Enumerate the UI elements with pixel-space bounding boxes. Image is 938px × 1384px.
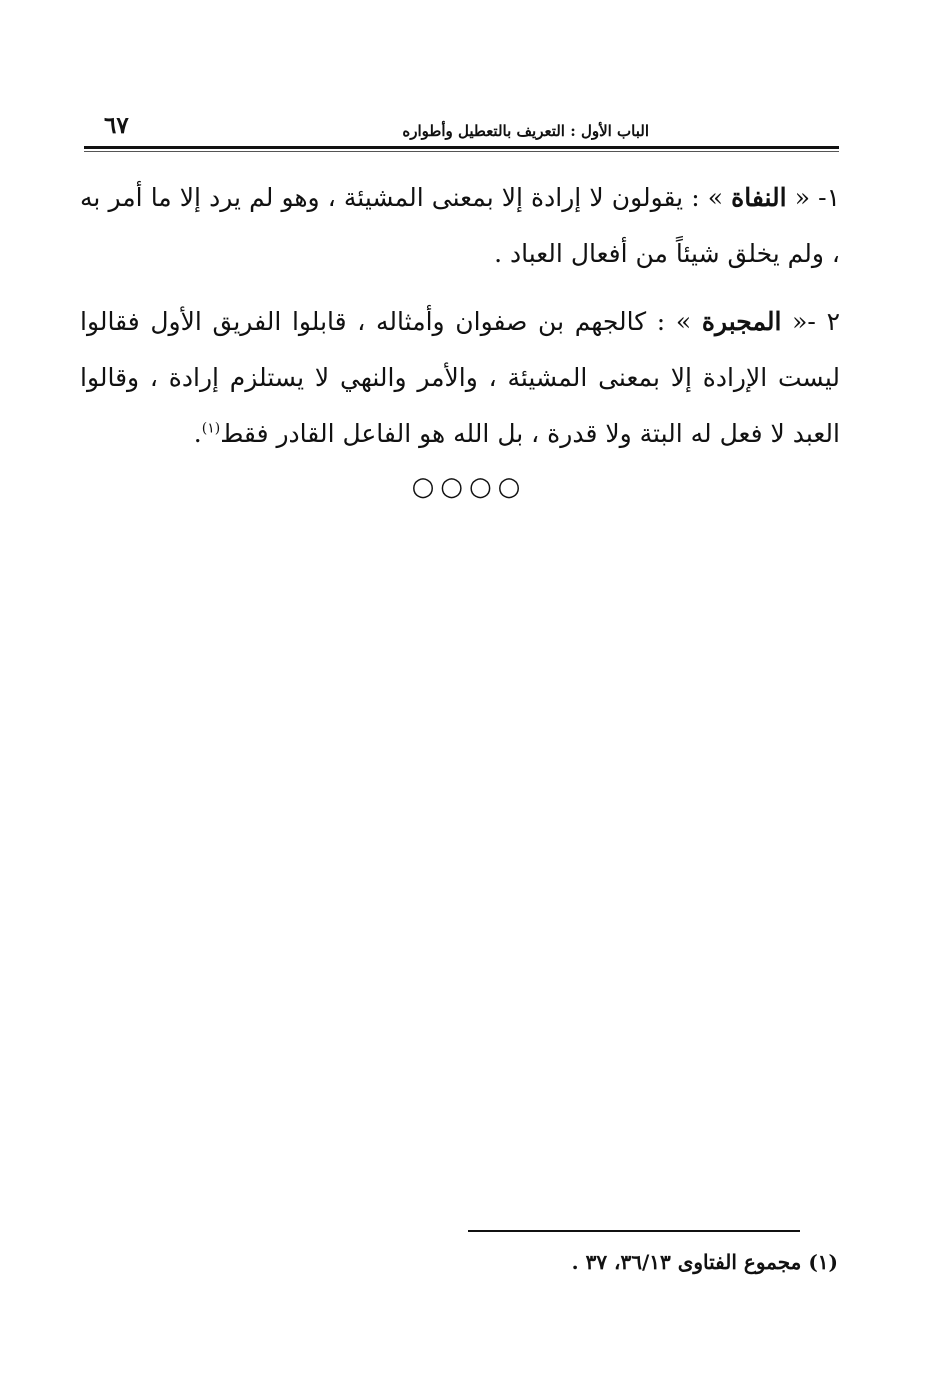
page-header bbox=[84, 108, 839, 148]
header-rule-thin bbox=[84, 151, 839, 152]
paragraph-2 bbox=[80, 294, 840, 462]
footnote-rule bbox=[468, 1230, 800, 1232]
paragraph-text: كالجهم بن صفوان وأمثاله ، قابلوا الفريق الأول فقالوا ليست الإرادة إلا بمعنى المشيئة ، والأمر والنهي لا يستلزم إرادة ، وقالوا العبد لا فعل له البتة ولا قدرة ، بل الله هو الفاعل القادر فقط bbox=[80, 307, 840, 448]
paragraph-1 bbox=[80, 170, 840, 282]
item-prefix: ١- « bbox=[786, 183, 841, 212]
item-mid: » : bbox=[683, 183, 732, 212]
footnote: (١) مجموع الفتاوى ٣٦/١٣، ٣٧ . bbox=[571, 1250, 838, 1274]
paragraph-end: . bbox=[193, 419, 202, 448]
main-text bbox=[80, 170, 840, 474]
item-mid: » : bbox=[646, 307, 702, 336]
footnote-reference[interactable]: (١) bbox=[201, 420, 221, 437]
header-rule bbox=[84, 146, 839, 149]
page-number: ٦٧ bbox=[104, 112, 129, 139]
term-label: المجبرة bbox=[701, 307, 782, 336]
paragraph-text: يقولون لا إرادة إلا بمعنى المشيئة ، وهو لم يرد إلا ما أمر به ، ولم يخلق شيئاً من أفعال العباد . bbox=[80, 183, 840, 268]
term-label: النفاة bbox=[731, 183, 787, 212]
running-header-title: الباب الأول : التعريف بالتعطيل وأطواره bbox=[402, 122, 649, 140]
item-prefix: ٢ -« bbox=[781, 307, 840, 336]
section-separator: ○○○○ bbox=[411, 472, 527, 502]
